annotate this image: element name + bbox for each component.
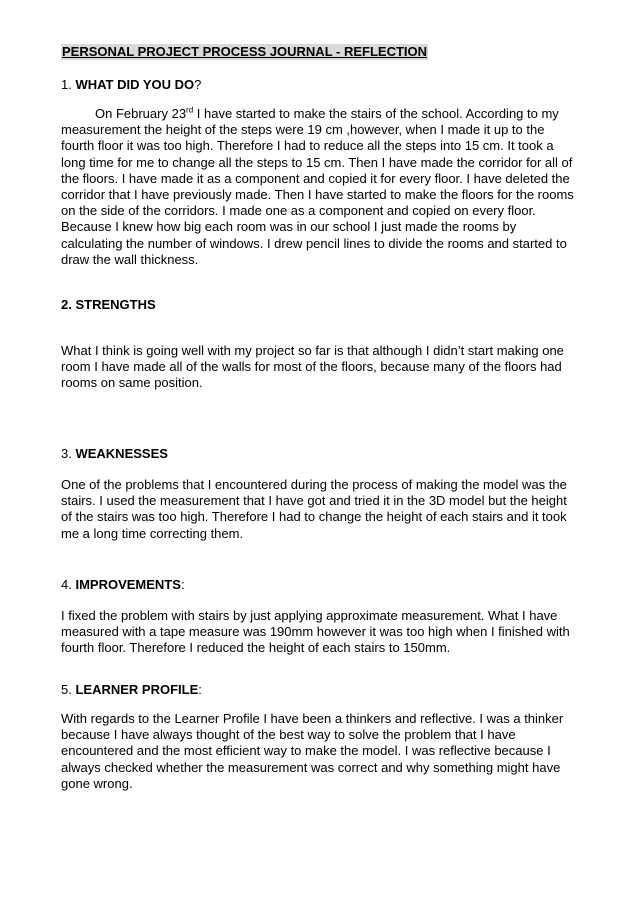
section-number: 3.: [61, 446, 72, 461]
section-body-what-did-you-do: [61, 106, 581, 268]
section-body-improvements: I fixed the problem with stairs by just applying approximate measurement. What I have measured with a tape measure was 190mm however it was too high when I finished with fourth floor. Therefore I reduced the height of each stairs to 150mm.: [61, 608, 570, 656]
section-title: IMPROVEMENTS: [75, 577, 181, 592]
section-number: 2.: [61, 297, 72, 312]
section-suffix: ?: [194, 77, 202, 92]
section-title: LEARNER PROFILE: [75, 682, 199, 697]
section-heading-learner-profile: [61, 682, 202, 698]
section-body-weaknesses: One of the problems that I encountered during the process of making the model was the stairs. I used the measurement that I have got and tried it in the 3D model but the height of the stairs was too high. Therefore I had to change the height of each stairs and it took me a long time correcting them.: [61, 477, 567, 541]
section-heading-weaknesses: [61, 446, 168, 462]
section-title: WHAT DID YOU DO: [75, 77, 195, 92]
body-text: On February 23: [95, 106, 187, 121]
section-number: 5.: [61, 682, 72, 697]
ordinal-suffix: rd: [186, 105, 194, 115]
section-suffix: :: [180, 577, 185, 592]
section-number: 4.: [61, 577, 72, 592]
body-text: I have started to make the stairs of the school. According to my measurement the height of the steps were 19 cm ,however, when I made it up to the fourth floor it was too high. Therefore I had to reduce all the steps into 15 cm. It took a long time for me to change all the steps to 15 cm. Then I have made the corridor for all of the floors. I have made it as a component and copied it for every floor. I have deleted the corridor that I have previously made. Then I have started to make the floors for the rooms on the side of the corridors. I made one as a component and copied on every floor. Because I knew how big each room was in our school I just made the rooms by calculating the number of windows. I drew pencil lines to divide the rooms and started to draw the wall thickness.: [61, 106, 574, 267]
section-heading-what-did-you-do: [61, 77, 201, 93]
section-body-learner-profile: With regards to the Learner Profile I have been a thinkers and reflective. I was a thinker because I have always thought of the best way to solve the problem that I have encountered and the most efficient way to make the model. I was reflective because I always checked whether the measurement was correct and why something might have gone wrong.: [61, 711, 564, 791]
section-title: WEAKNESSES: [75, 446, 168, 461]
document-title: PERSONAL PROJECT PROCESS JOURNAL - REFLECTION: [62, 44, 428, 59]
section-body-strengths: What I think is going well with my project so far is that although I didn’t start making one room I have made all of the walls for most of the floors, because many of the floors had rooms on same position.: [61, 343, 564, 391]
section-number: 1.: [61, 77, 72, 92]
section-suffix: :: [198, 682, 202, 697]
section-heading-improvements: [61, 577, 185, 593]
section-heading-strengths: [61, 297, 156, 313]
section-title: STRENGTHS: [75, 297, 156, 312]
